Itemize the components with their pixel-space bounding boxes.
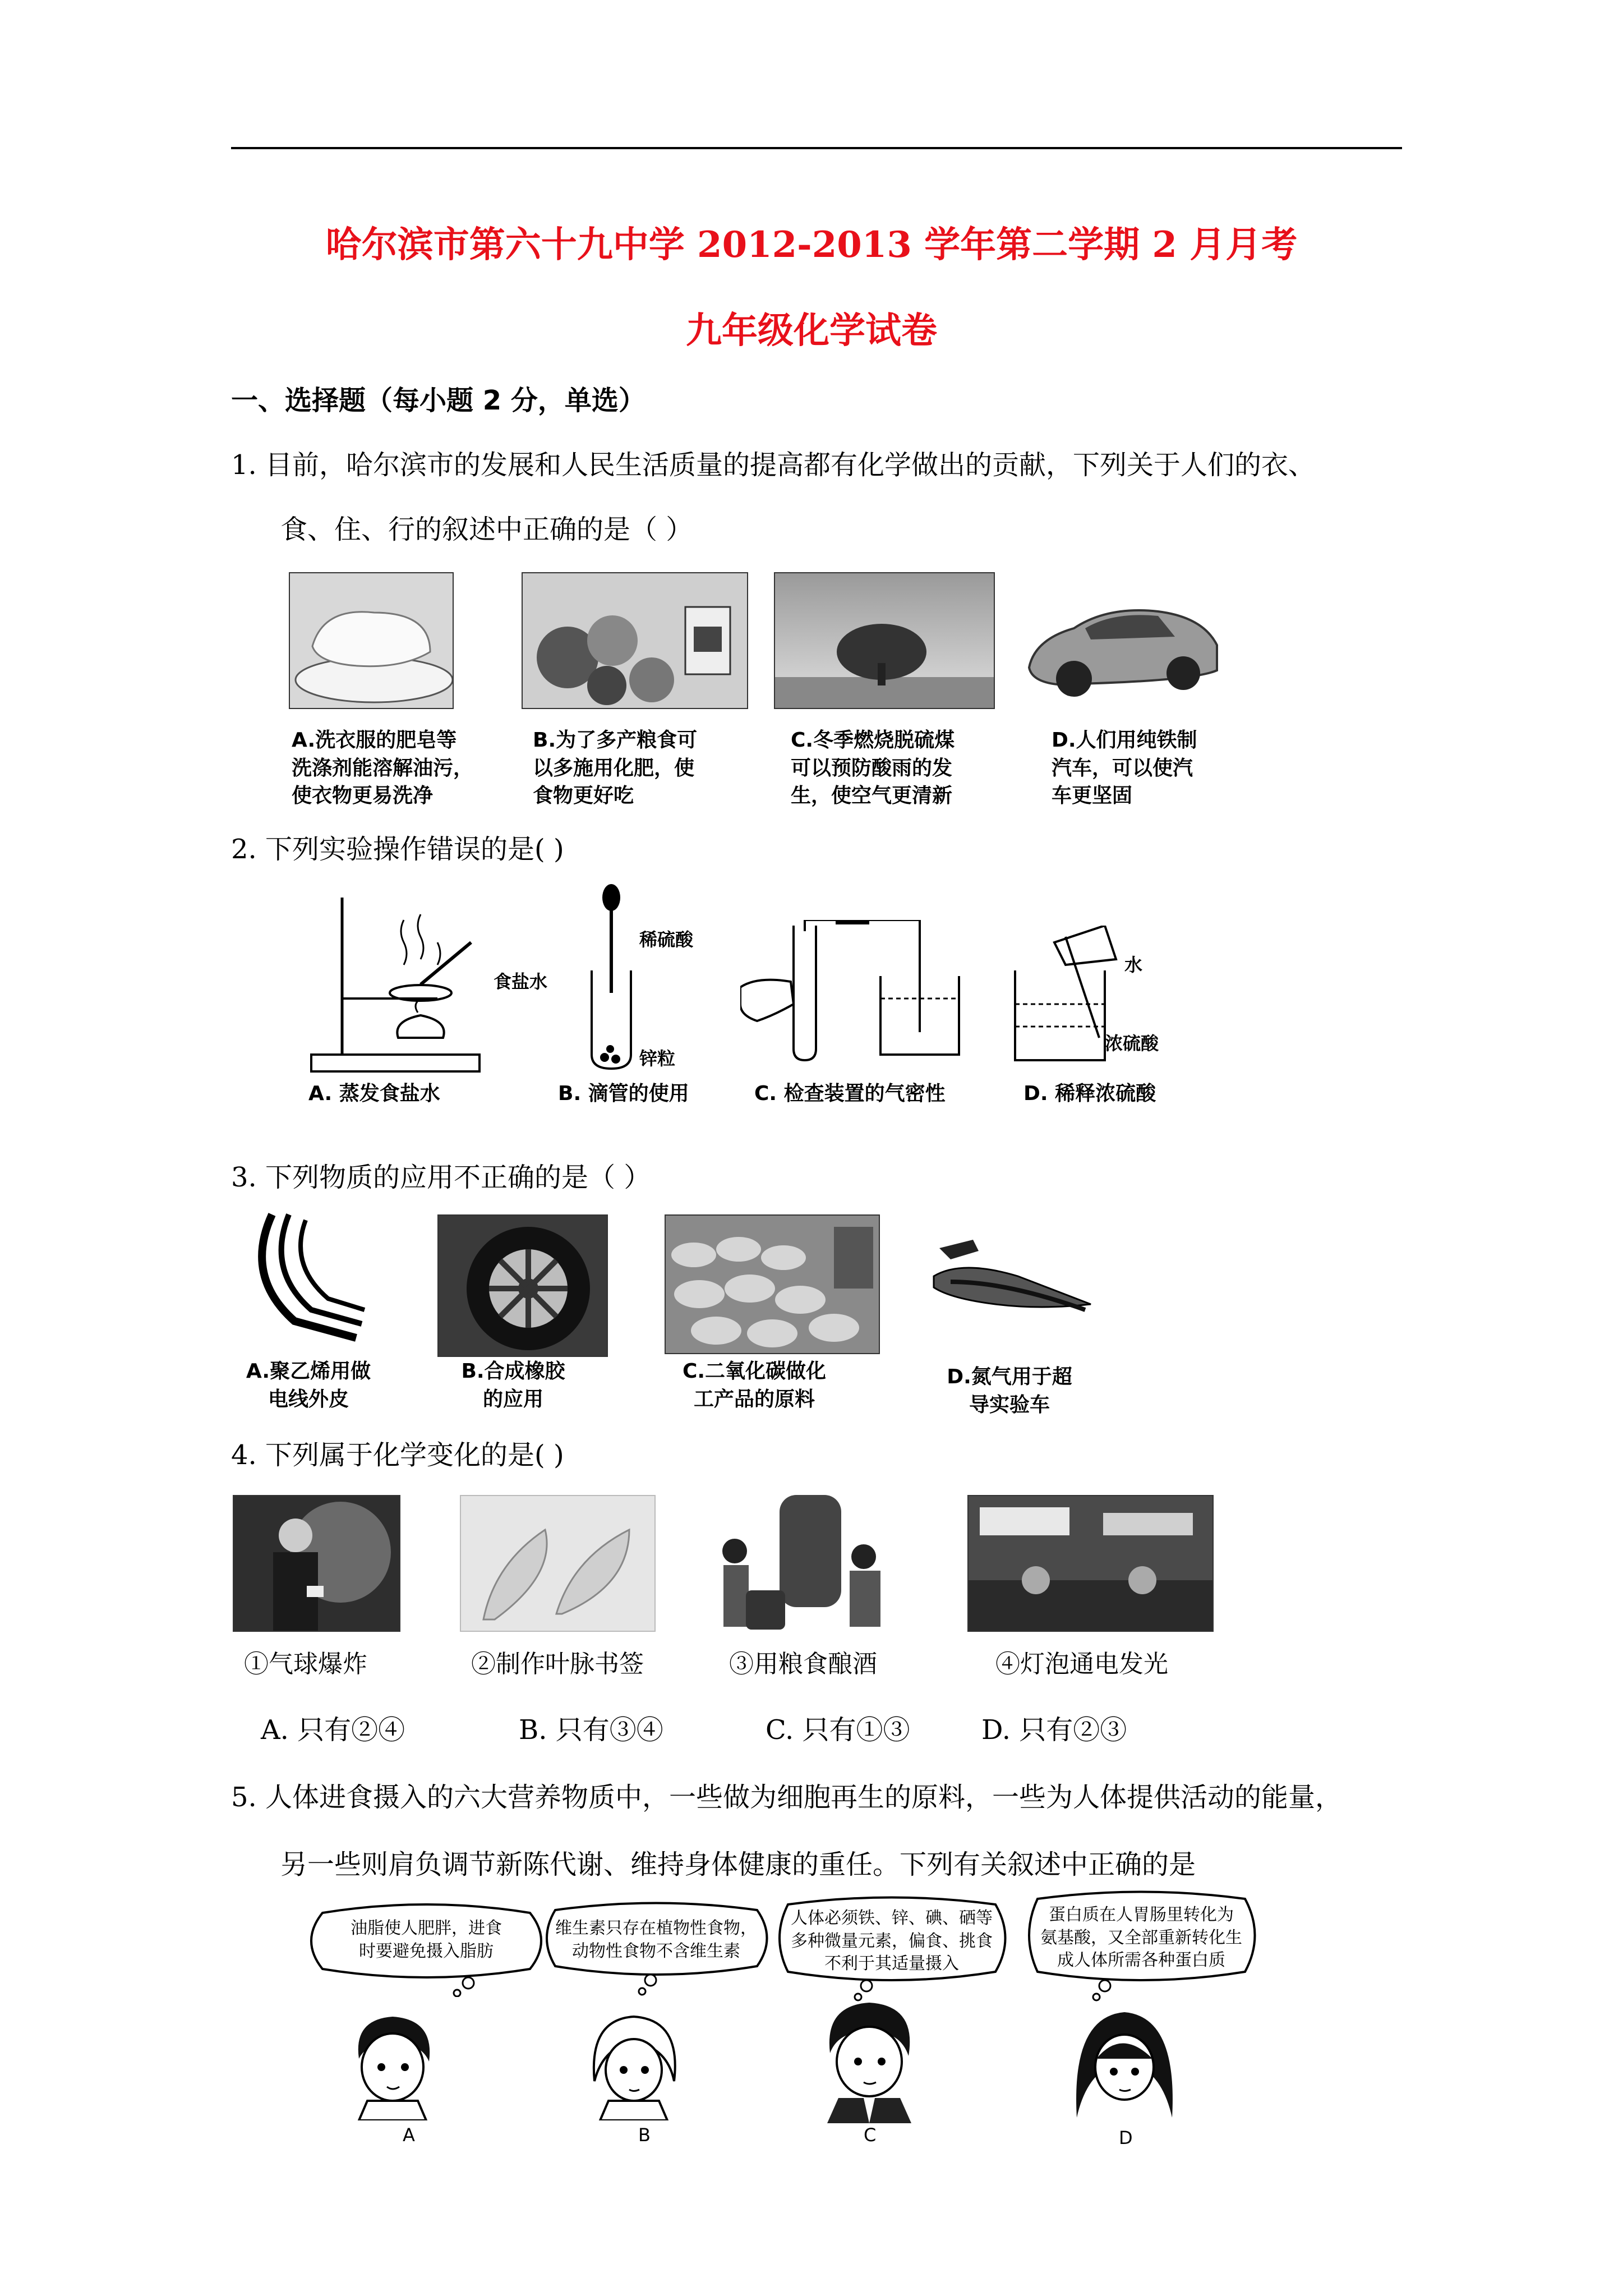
q2-option-c: C. 检查装置的气密性 xyxy=(754,1082,946,1105)
q2-option-a: A. 蒸发食盐水 xyxy=(308,1082,440,1105)
q3-maglev-train-image xyxy=(928,1226,1096,1338)
q1-car-image xyxy=(1023,572,1225,707)
q2-option-b: B. 滴管的使用 xyxy=(558,1082,689,1105)
q5-cartoon-girl-b xyxy=(578,2008,690,2120)
q1-option-c: C.冬季燃烧脱硫煤 可以预防酸雨的发 生，使空气更清新 xyxy=(791,729,955,808)
q5-bubble-d: 蛋白质在人胃肠里转化为 氨基酸，又全部重新转化生 成人体所需各种蛋白质 xyxy=(1021,1890,1262,2003)
q4-leaf-bookmark-image xyxy=(460,1495,656,1632)
q1-stem-line1: 1. 目前，哈尔滨市的发展和人民生活质量的提高都有化学做出的贡献，下列关于人们的衣、 xyxy=(231,449,1316,481)
airtightness-check-drawing xyxy=(740,920,965,1066)
label-dilute-sulfuric-acid: 稀硫酸 xyxy=(639,929,694,950)
q3-option-b: B.合成橡胶 的应用 xyxy=(461,1360,565,1411)
evaporation-apparatus-drawing xyxy=(308,886,488,1077)
q3-cables-image xyxy=(238,1209,367,1343)
top-rule xyxy=(231,147,1402,149)
q5-label-b: B xyxy=(638,2124,651,2146)
q1-soap-image xyxy=(289,572,454,709)
q4-caption-2: ②制作叶脉书签 xyxy=(471,1650,644,1678)
q4-caption-3: ③用粮食酿酒 xyxy=(729,1650,877,1678)
dropper-test-tube-drawing xyxy=(583,881,639,1071)
section-heading: 一、选择题（每小题 2 分，单选） xyxy=(231,385,645,416)
q4-caption-1: ①气球爆炸 xyxy=(244,1650,367,1678)
q5-label-d: D xyxy=(1119,2127,1133,2148)
q5-bubble-a: 油脂使人肥胖，进食 时要避免摄入脂肪 xyxy=(300,1902,552,1997)
q5-cartoon-boy-c xyxy=(808,1997,931,2123)
label-water: 水 xyxy=(1124,954,1143,976)
q3-option-d: D.氮气用于超 导实验车 xyxy=(947,1365,1072,1416)
q3-option-a: A.聚乙烯用做 电线外皮 xyxy=(246,1360,371,1411)
q4-light-bulb-image xyxy=(967,1495,1214,1632)
q3-stem: 3. 下列物质的应用不正确的是（ ） xyxy=(231,1162,651,1193)
q3-option-c: C.二氧化碳做化 工产品的原料 xyxy=(682,1360,827,1411)
q5-bubble-b: 维生素只存在植物性食物， 动物性食物不含维生素 xyxy=(538,1902,774,1997)
q4-answer-d: D. 只有②③ xyxy=(981,1714,1127,1746)
q3-tire-image xyxy=(437,1214,608,1357)
q4-answer-b: B. 只有③④ xyxy=(519,1714,663,1746)
q5-bubble-c: 人体必须铁、锌、碘、硒等 多种微量元素，偏食、挑食 不利于其适量摄入 xyxy=(771,1896,1012,2003)
label-zinc-granules: 锌粒 xyxy=(639,1048,676,1069)
q4-answer-c: C. 只有①③ xyxy=(766,1714,910,1746)
q1-landscape-image xyxy=(774,572,995,709)
q5-stem-line2: 另一些则肩负调节新陈代谢、维持身体健康的重任。下列有关叙述中正确的是 xyxy=(280,1849,1196,1880)
q1-stem-line2: 食、住、行的叙述中正确的是（ ） xyxy=(280,514,693,545)
q5-stem-line1: 5. 人体进食摄入的六大营养物质中，一些做为细胞再生的原料，一些为人体提供活动的能量， xyxy=(231,1782,1343,1813)
q1-food-fertilizer-image xyxy=(522,572,748,709)
q1-option-b: B.为了多产粮食可 以多施用化肥，使 食物更好吃 xyxy=(533,729,698,808)
exam-subtitle: 九年级化学试卷 xyxy=(686,310,937,352)
q5-cartoon-girl-d xyxy=(1066,2005,1183,2123)
q1-option-a: A.洗衣服的肥皂等 洗涤剂能溶解油污， 使衣物更易洗净 xyxy=(292,729,474,808)
q5-cartoon-boy-a xyxy=(336,2008,449,2120)
label-concentrated-sulfuric-acid: 浓硫酸 xyxy=(1105,1033,1159,1054)
q2-stem: 2. 下列实验操作错误的是( ) xyxy=(231,834,564,865)
q5-label-c: C xyxy=(864,2124,877,2146)
q4-brewing-image xyxy=(712,1489,892,1635)
exam-title: 哈尔滨市第六十九中学 2012-2013 学年第二学期 2 月月考 xyxy=(325,224,1298,266)
label-salt-water: 食盐水 xyxy=(494,971,548,992)
q3-chemical-products-image xyxy=(665,1214,880,1354)
q2-option-d: D. 稀释浓硫酸 xyxy=(1023,1082,1156,1105)
q5-label-a: A xyxy=(403,2124,415,2146)
q4-stem: 4. 下列属于化学变化的是( ) xyxy=(231,1439,564,1471)
q4-answer-a: A. 只有②④ xyxy=(261,1714,405,1746)
q4-balloon-image xyxy=(233,1495,400,1632)
q4-caption-4: ④灯泡通电发光 xyxy=(995,1650,1168,1678)
q1-option-d: D.人们用纯铁制 汽车，可以使汽 车更坚固 xyxy=(1052,729,1197,808)
